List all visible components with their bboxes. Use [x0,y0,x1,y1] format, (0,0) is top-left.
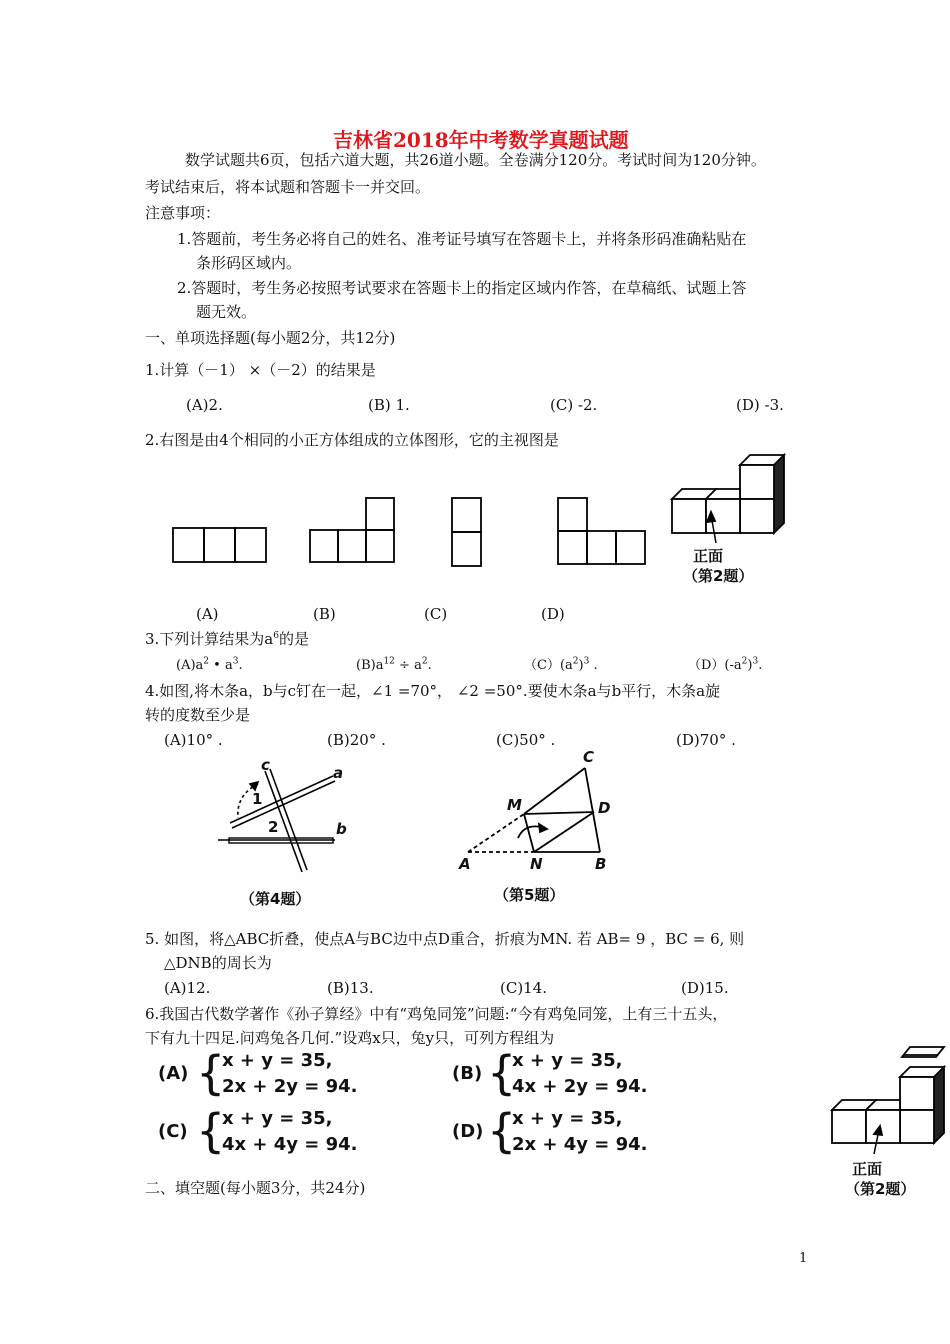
q5-figure-caption: （第5题） [494,886,565,904]
notice-item-1: 1.答题前，考生务必将自己的姓名、准考证号填写在答题卡上，并将条形码准确粘贴在 [177,230,747,248]
q4-label-b: b [336,820,347,838]
q4-figure-caption: （第4题） [240,890,311,908]
q5-option-c: (C)14. [500,979,548,997]
q5-option-a: (A)12. [164,979,211,997]
q4-option-b: (B)20° . [327,731,386,749]
q4-option-d: (D)70° . [676,731,736,749]
q1-stem: 1.计算（－1） ×（－2）的结果是 [145,361,376,379]
q4-label-2: 2 [268,818,279,836]
q3-option-d: $(D)(-a^2)^3$. [688,656,763,673]
q5-point-a: A [459,855,471,873]
q6-option-c-brace: { [196,1104,226,1158]
q2-option-c: (C) [424,605,448,623]
notice-item-2-cont: 题无效。 [196,303,257,321]
q6-option-b-eq2: 4x + 2y = 94. [512,1076,648,1097]
side-figure-caption: （第2题） [845,1180,916,1198]
q6-option-d-eq1: x + y = 35, [512,1108,623,1129]
intro-line-1: 数学试题共6页，包括六道大题，共26道小题。全卷满分120分。考试时间为120分钟。 [185,151,766,169]
q6-option-a-eq1: x + y = 35, [222,1050,333,1071]
q6-option-b-eq1: x + y = 35, [512,1050,623,1071]
q6-option-a-eq2: 2x + 2y = 94. [222,1076,358,1097]
q5-stem-line-2: △DNB的周长为 [164,954,272,972]
side-front-label: 正面 [852,1160,883,1178]
q6-option-a-label: (A) [158,1063,189,1084]
notice-item-2: 2.答题时，考生务必按照考试要求在答题卡上的指定区域内作答，在草稿纸、试题上答 [177,279,747,297]
q6-stem-line-1: 6.我国古代数学著作《孙子算经》中有“鸡兔同笼”问题:“今有鸡兔同笼，上有三十五头， [145,1005,728,1023]
q1-option-c: (C) -2. [550,396,598,414]
q5-stem-line-1: 5. 如图，将△ABC折叠，使点A与BC边中点D重合，折痕为MN. 若 AB= 9 ，BC = 6, 则 [145,930,745,948]
q2-stem: 2.右图是由4个相同的小正方体组成的立体图形，它的主视图是 [145,431,559,449]
q4-option-a: (A)10° . [164,731,223,749]
intro-line-2: 考试结束后，将本试题和答题卡一并交回。 [145,178,431,196]
q3-stem: 3.下列计算结果为$a^6$的是 [145,630,310,648]
q2-front-label: 正面 [693,547,724,565]
q5-point-n: N [530,855,543,873]
q1-option-b: (B) 1. [368,396,410,414]
q4-option-c: (C)50° . [496,731,556,749]
q4-label-c: c [261,756,270,774]
q2-option-a: (A) [196,605,219,623]
notice-item-1-cont: 条形码区域内。 [196,254,302,272]
q2-figure-caption: （第2题） [683,567,754,585]
q5-point-d: D [598,799,611,817]
q6-option-b-label: (B) [452,1063,483,1084]
q4-stem-line-2: 转的度数至少是 [145,706,251,724]
q1-option-d: (D) -3. [736,396,784,414]
page-title: 吉林省2018年中考数学真题试题 [333,128,629,152]
q6-option-d-brace: { [487,1104,517,1158]
q2-option-b: (B) [313,605,336,623]
q5-point-m: M [507,796,522,814]
q4-stem-line-1: 4.如图,将木条a，b与c钉在一起，∠1 =70°， ∠2 =50°.要使木条a与b平行，木条a旋 [145,682,721,700]
q4-label-a: a [333,764,344,782]
q5-point-b: B [595,855,607,873]
page-number: 1 [799,1251,808,1266]
q6-option-c-eq2: 4x + 4y = 94. [222,1134,358,1155]
q5-point-c: C [583,748,595,766]
notice-heading: 注意事项： [145,204,221,222]
q6-option-a-brace: { [196,1046,226,1100]
q3-option-b: $(B)a^{12} \div a^2$. [356,656,432,673]
q2-option-d: (D) [541,605,565,623]
q6-option-b-brace: { [487,1046,517,1100]
q1-option-a: (A)2. [186,396,223,414]
q6-option-d-label: (D) [452,1121,484,1142]
q6-stem-line-2: 下有九十四足.问鸡兔各几何.”设鸡x只，兔y只，可列方程组为 [145,1029,555,1047]
section-2-heading: 二、填空题(每小题3分，共24分) [145,1179,366,1197]
section-1-heading: 一、单项选择题(每小题2分，共12分) [145,329,396,347]
q5-option-b: (B)13. [327,979,374,997]
q6-option-c-eq1: x + y = 35, [222,1108,333,1129]
q5-option-d: (D)15. [681,979,729,997]
q3-option-a: $(A)a^2$ • $a^3$. [176,656,243,673]
q4-label-1: 1 [252,790,263,808]
q3-option-c: $(C)(a^2)^3$ . [524,656,598,673]
q6-option-c-label: (C) [158,1121,188,1142]
q6-option-d-eq2: 2x + 4y = 94. [512,1134,648,1155]
